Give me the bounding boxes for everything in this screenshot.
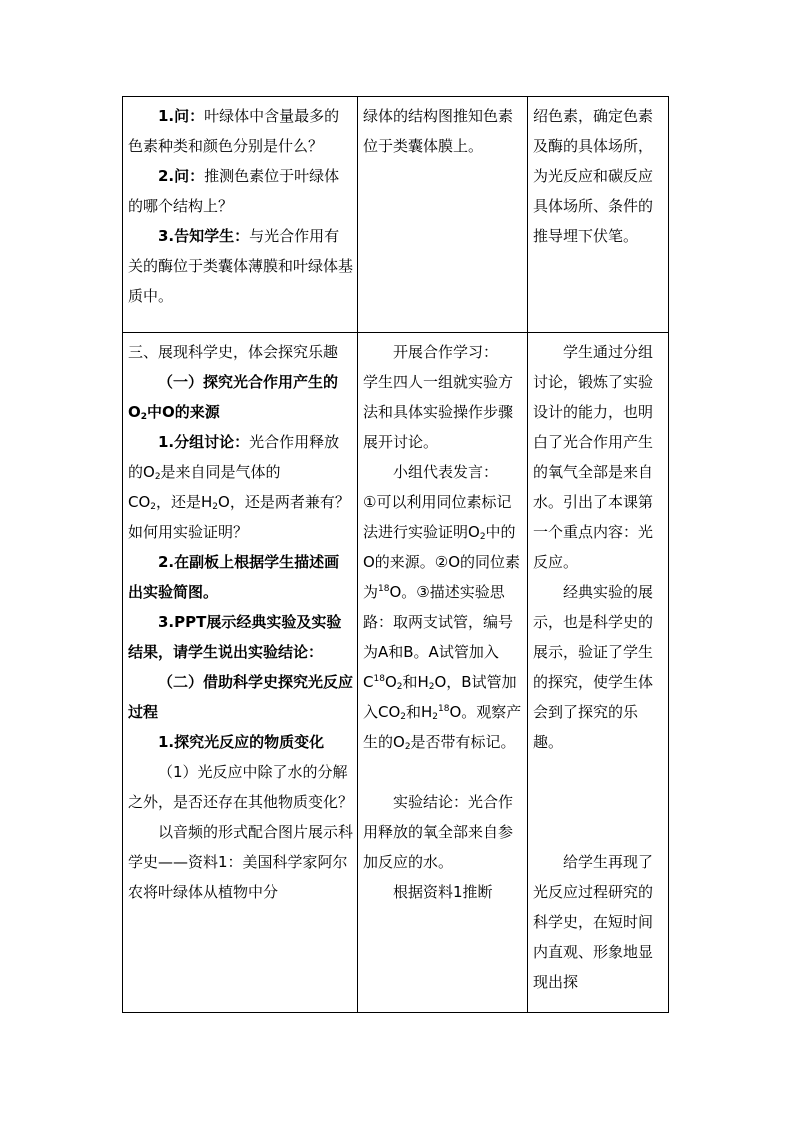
question-text: （1）光反应中除了水的分解之外，是否还存在其他物质变化？ xyxy=(128,763,354,811)
table-row xyxy=(123,333,669,1013)
intent-text: 经典实验的展示，也是科学史的展示，验证了学生的探究，使学生体会到了探究的乐趣。 xyxy=(533,583,654,751)
inform-students: 3.告知学生：与光合作用有关的酶位于类囊体薄膜和叶绿体基质中。 xyxy=(128,227,354,305)
question-2: 2.问：推测色素位于叶绿体的哪个结构上？ xyxy=(128,167,340,215)
question-1: 1.问：叶绿体中含量最多的色素种类和颜色分别是什么？ xyxy=(128,107,340,155)
resource-inference: 根据资料1推断 xyxy=(393,883,493,901)
explore-item: 1.探究光反应的物质变化 xyxy=(158,733,325,751)
teacher-activity-cell xyxy=(123,97,358,333)
intent-text: 学生通过分组讨论，锻炼了实验设计的能力，也明白了光合作用产生的氧气全部是来自水。引出了本课第一个重点内容：光反应。 xyxy=(533,343,654,571)
intent-text: 绍色素，确定色素及酶的具体场所，为光反应和碳反应具体场所、条件的推导埋下伏笔。 xyxy=(533,107,654,245)
subsection-title: （一）探究光合作用产生的$O_2$中O的来源 xyxy=(128,373,339,422)
student-text: 学生四人一组就实验方法和具体实验操作步骤展开讨论。 xyxy=(363,373,514,451)
student-activity-cell xyxy=(358,97,528,333)
experiment-conclusion: 实验结论：光合作用释放的氧全部来自参加反应的水。 xyxy=(363,793,514,871)
ppt-demo: 3.PPT展示经典实验及实验结果，请学生说出实验结论： xyxy=(128,613,342,661)
student-activity-cell xyxy=(358,333,528,1013)
cooperative-learning: 开展合作学习： xyxy=(393,343,499,361)
lesson-plan-table xyxy=(122,96,669,1013)
design-intent-cell xyxy=(528,97,669,333)
experiment-design: ①可以利用同位素标记法进行实验证明$O_2$中的O的来源。②O的同位素为$^{18}$O。③描述实验思路：取两支试管，编号为A和B。A试管加入$C^{18}O_2$和$H_2O$，B试管加入$CO_2$和$H_2^{18}O$。观察产生的$O_2$是否带有标记。 xyxy=(363,493,522,752)
section-title: 三、展现科学史，体会探究乐趣 xyxy=(128,343,339,361)
table-row xyxy=(123,97,669,333)
intent-text: 给学生再现了光反应过程研究的科学史，在短时间内直观、形象地显现出探 xyxy=(533,853,654,991)
resource-text: 以音频的形式配合图片展示科学史——资料1：美国科学家阿尔农将叶绿体从植物中分 xyxy=(128,823,354,901)
student-text: 绿体的结构图推知色素位于类囊体膜上。 xyxy=(363,107,514,155)
subsection-title: （二）借助科学史探究光反应过程 xyxy=(128,673,354,721)
draw-diagram: 2.在副板上根据学生描述画出实验简图。 xyxy=(128,553,340,601)
group-discussion: 1.分组讨论：光合作用释放的$O_2$是来自同是气体的 $CO_2$，还是$H_2O$，还是两者兼有？如何用实验证明？ xyxy=(128,433,350,541)
design-intent-cell xyxy=(528,333,669,1013)
teacher-activity-cell xyxy=(123,333,358,1013)
group-speech-label: 小组代表发言： xyxy=(393,463,499,481)
